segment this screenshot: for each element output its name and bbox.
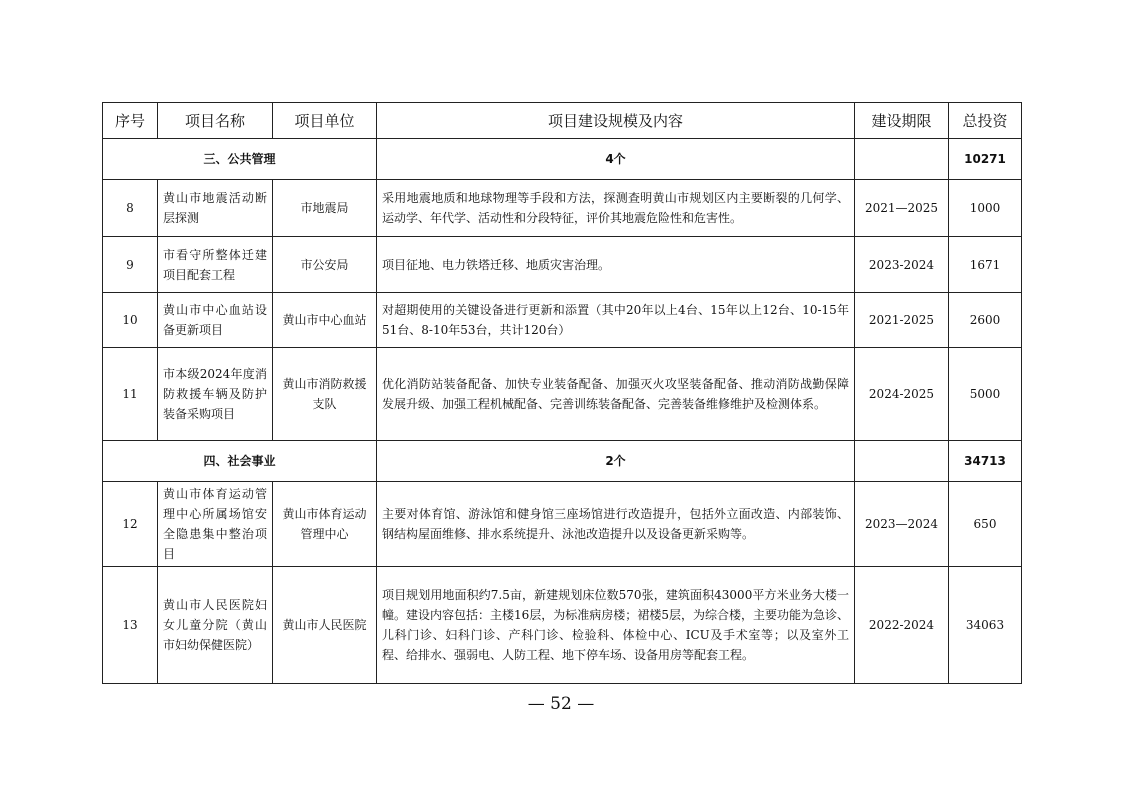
- section-empty: [855, 139, 949, 180]
- row-invest: 34063: [949, 567, 1022, 684]
- header-cell: 项目建设规模及内容: [377, 103, 855, 139]
- table-row: [103, 180, 1022, 237]
- row-unit: 黄山市中心血站: [273, 293, 377, 348]
- table-row: [103, 293, 1022, 348]
- row-invest: 1000: [949, 180, 1022, 237]
- row-name: 黄山市体育运动管理中心所属场馆安全隐患集中整治项目: [158, 482, 273, 567]
- row-content: 主要对体育馆、游泳馆和健身馆三座场馆进行改造提升，包括外立面改造、内部装饰、钢结构屋面维修、排水系统提升、泳池改造提升以及设备更新采购等。: [377, 482, 855, 567]
- section-row: [103, 441, 1022, 482]
- row-no: 13: [103, 567, 158, 684]
- row-unit: 黄山市体育运动管理中心: [273, 482, 377, 567]
- row-name: 黄山市人民医院妇女儿童分院（黄山市妇幼保健医院）: [158, 567, 273, 684]
- table-row: [103, 348, 1022, 441]
- project-table: [102, 102, 1022, 684]
- row-period: 2021-2025: [855, 293, 949, 348]
- row-unit: 黄山市人民医院: [273, 567, 377, 684]
- row-invest: 5000: [949, 348, 1022, 441]
- row-unit: 黄山市消防救援支队: [273, 348, 377, 441]
- row-name: 黄山市地震活动断层探测: [158, 180, 273, 237]
- row-period: 2022-2024: [855, 567, 949, 684]
- table-row: [103, 567, 1022, 684]
- row-content: 采用地震地质和地球物理等手段和方法，探测查明黄山市规划区内主要断裂的几何学、运动学、年代学、活动性和分段特征，评价其地震危险性和危害性。: [377, 180, 855, 237]
- header-row: [103, 103, 1022, 139]
- section-count: 2个: [377, 441, 855, 482]
- row-invest: 2600: [949, 293, 1022, 348]
- section-count: 4个: [377, 139, 855, 180]
- row-invest: 1671: [949, 237, 1022, 293]
- row-no: 9: [103, 237, 158, 293]
- row-name: 市看守所整体迁建项目配套工程: [158, 237, 273, 293]
- row-period: 2023-2024: [855, 237, 949, 293]
- row-no: 10: [103, 293, 158, 348]
- row-no: 8: [103, 180, 158, 237]
- section-total: 10271: [949, 139, 1022, 180]
- section-title: 三、公共管理: [103, 139, 377, 180]
- row-no: 11: [103, 348, 158, 441]
- row-unit: 市地震局: [273, 180, 377, 237]
- row-period: 2023—2024: [855, 482, 949, 567]
- section-empty: [855, 441, 949, 482]
- header-cell: 建设期限: [855, 103, 949, 139]
- section-title: 四、社会事业: [103, 441, 377, 482]
- header-cell: 项目单位: [273, 103, 377, 139]
- page-number: — 52 —: [527, 694, 595, 714]
- row-unit: 市公安局: [273, 237, 377, 293]
- row-no: 12: [103, 482, 158, 567]
- row-content: 项目征地、电力铁塔迁移、地质灾害治理。: [377, 237, 855, 293]
- header-cell: 项目名称: [158, 103, 273, 139]
- header-cell: 总投资: [949, 103, 1022, 139]
- row-content: 优化消防站装备配备、加快专业装备配备、加强灭火攻坚装备配备、推动消防战勤保障发展升级、加强工程机械配备、完善训练装备配备、完善装备维修维护及检测体系。: [377, 348, 855, 441]
- row-name: 市本级2024年度消防救援车辆及防护装备采购项目: [158, 348, 273, 441]
- row-period: 2024-2025: [855, 348, 949, 441]
- row-period: 2021—2025: [855, 180, 949, 237]
- row-content: 对超期使用的关键设备进行更新和添置（其中20年以上4台、15年以上12台、10-15年51台、8-10年53台，共计120台）: [377, 293, 855, 348]
- table-row: [103, 482, 1022, 567]
- table-row: [103, 237, 1022, 293]
- header-cell: 序号: [103, 103, 158, 139]
- section-row: [103, 139, 1022, 180]
- row-name: 黄山市中心血站设备更新项目: [158, 293, 273, 348]
- row-content: 项目规划用地面积约7.5亩，新建规划床位数570张，建筑面积43000平方米业务大楼一幢。建设内容包括：主楼16层，为标准病房楼；裙楼5层，为综合楼，主要功能为急诊、儿科门诊、妇科门诊、产科门诊、检验科、体检中心、ICU及手术室等；以及室外工程、给排水、强弱电、人防工程、地下停车场、设备用房等配套工程。: [377, 567, 855, 684]
- section-total: 34713: [949, 441, 1022, 482]
- row-invest: 650: [949, 482, 1022, 567]
